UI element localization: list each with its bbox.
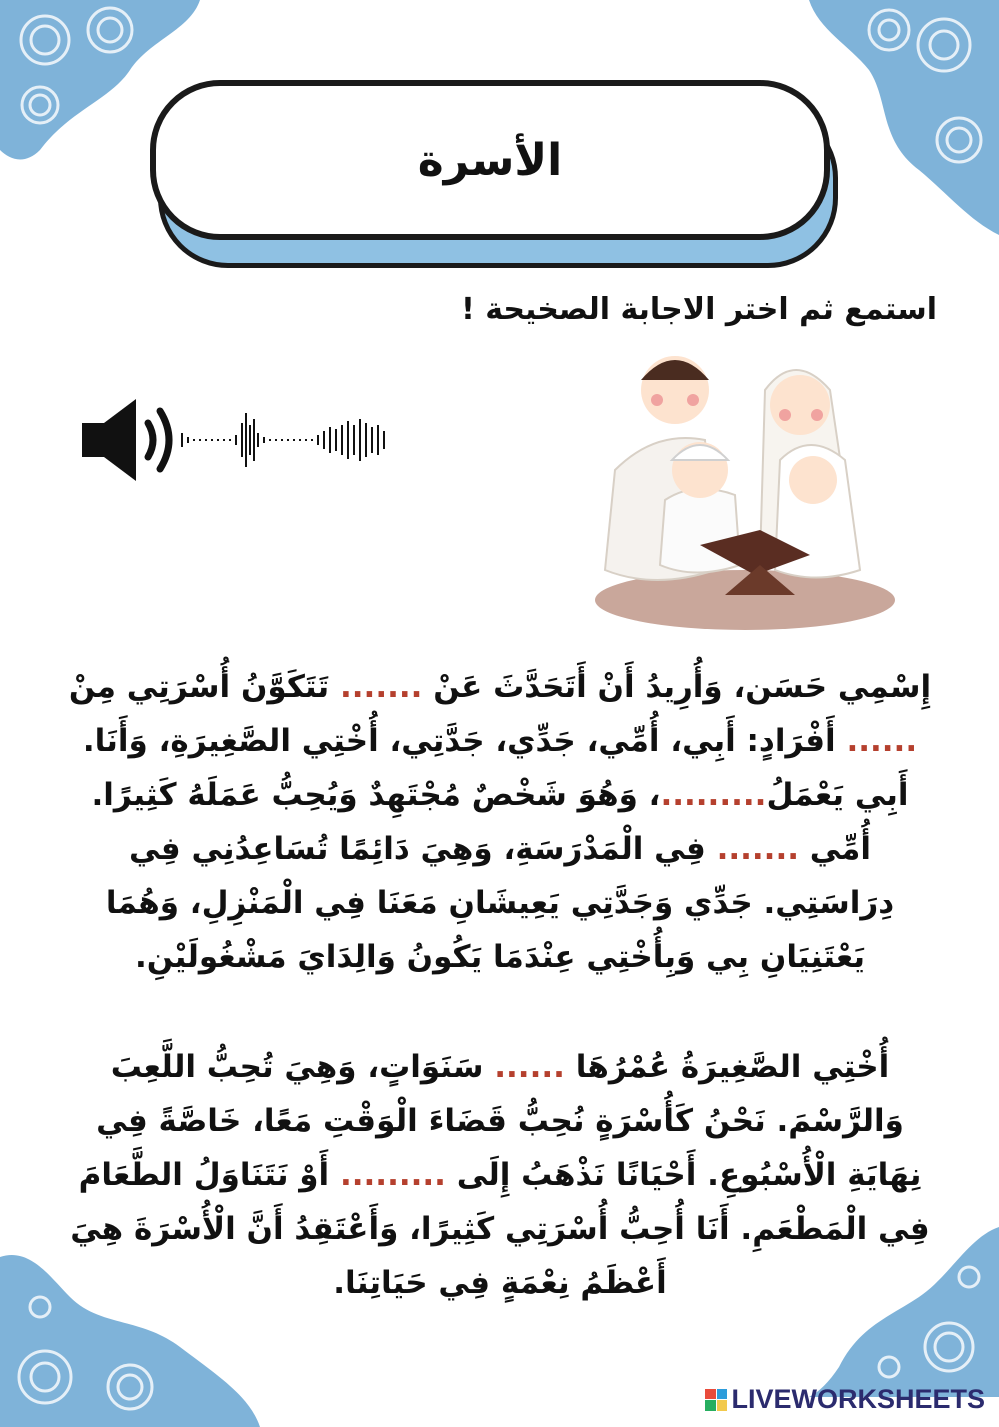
blank-3[interactable]: ......... xyxy=(660,777,767,813)
family-illustration xyxy=(595,330,925,630)
paragraph-1-text: ، وَهُوَ شَخْصٌ مُجْتَهِدٌ وَيُحِبُّ عَمَلَهُ كَثِيرًا. أُمِّي xyxy=(91,777,871,867)
instruction-text: استمع ثم اختر الاجابة الصخيحة ! xyxy=(461,292,937,327)
page-title: الأسرة xyxy=(417,134,563,186)
paragraph-1-text: أَفْرَادٍ: أَبِي، أُمِّي، جَدِّي، جَدَّتِي، أُخْتِي الصَّغِيرَةِ، وَأَنَا. أَبِي يَعْمَلُ xyxy=(82,723,909,813)
audio-play-button[interactable] xyxy=(78,395,398,485)
blank-4[interactable]: ....... xyxy=(716,831,800,867)
blank-6[interactable]: ......... xyxy=(339,1157,446,1193)
paragraph-2-text: أَوْ نَتَنَاوَلُ الطَّعَامَ فِي الْمَطْعَمِ. أَنَا أُحِبُّ أُسْرَتِي كَثِيرًا، وَأَعْتَقِدُ أَنَّ الْأُسْرَةَ هِيَ أَعْظَمُ نِعْمَةٍ فِي حَيَاتِنَا. xyxy=(70,1157,930,1301)
liveworksheets-logo xyxy=(705,1384,985,1415)
title-box xyxy=(150,80,830,240)
paragraph-2 xyxy=(60,1040,940,1310)
paragraph-1-text: فِي الْمَدْرَسَةِ، وَهِيَ دَائِمًا تُسَاعِدُنِي فِي دِرَاسَتِي. جَدِّي وَجَدَّتِي يَعِيشَانِ مَعَنَا فِي الْمَنْزِلِ، وَهُمَا يَعْتَنِيَانِ بِي وَبِأُخْتِي عِنْدَمَا يَكُونُ وَالِدَايَ مَشْغُولَيْنِ. xyxy=(105,831,895,975)
brand-name: LIVEWORKSHEETS xyxy=(731,1384,985,1414)
speaker-icon xyxy=(82,399,169,481)
paragraph-1-text: تَتَكَوَّنُ أُسْرَتِي مِنْ xyxy=(68,669,340,705)
blank-2[interactable]: ...... xyxy=(846,723,918,759)
blank-5[interactable]: ...... xyxy=(494,1049,565,1085)
brand-logo-icon xyxy=(705,1389,727,1411)
paragraph-2-text: سَنَوَاتٍ، وَهِيَ تُحِبُّ اللَّعِبَ وَالرَّسْمَ. نَحْنُ كَأُسْرَةٍ نُحِبُّ قَضَاءَ الْوَقْتِ مَعًا، خَاصَّةً فِي نِهَايَةِ الْأُسْبُوعِ. أَحْيَانًا نَذْهَبُ إِلَى xyxy=(96,1049,922,1193)
paragraph-2-text: أُخْتِي الصَّغِيرَةُ عُمْرُهَا xyxy=(564,1049,890,1085)
waveform-icon xyxy=(182,413,384,467)
title-banner xyxy=(150,80,845,275)
paragraph-1 xyxy=(60,660,940,984)
paragraph-1-text: إِسْمِي حَسَن، وَأُرِيدُ أَنْ أَتَحَدَّثَ عَنْ xyxy=(422,669,932,705)
blank-1[interactable]: ....... xyxy=(339,669,423,705)
